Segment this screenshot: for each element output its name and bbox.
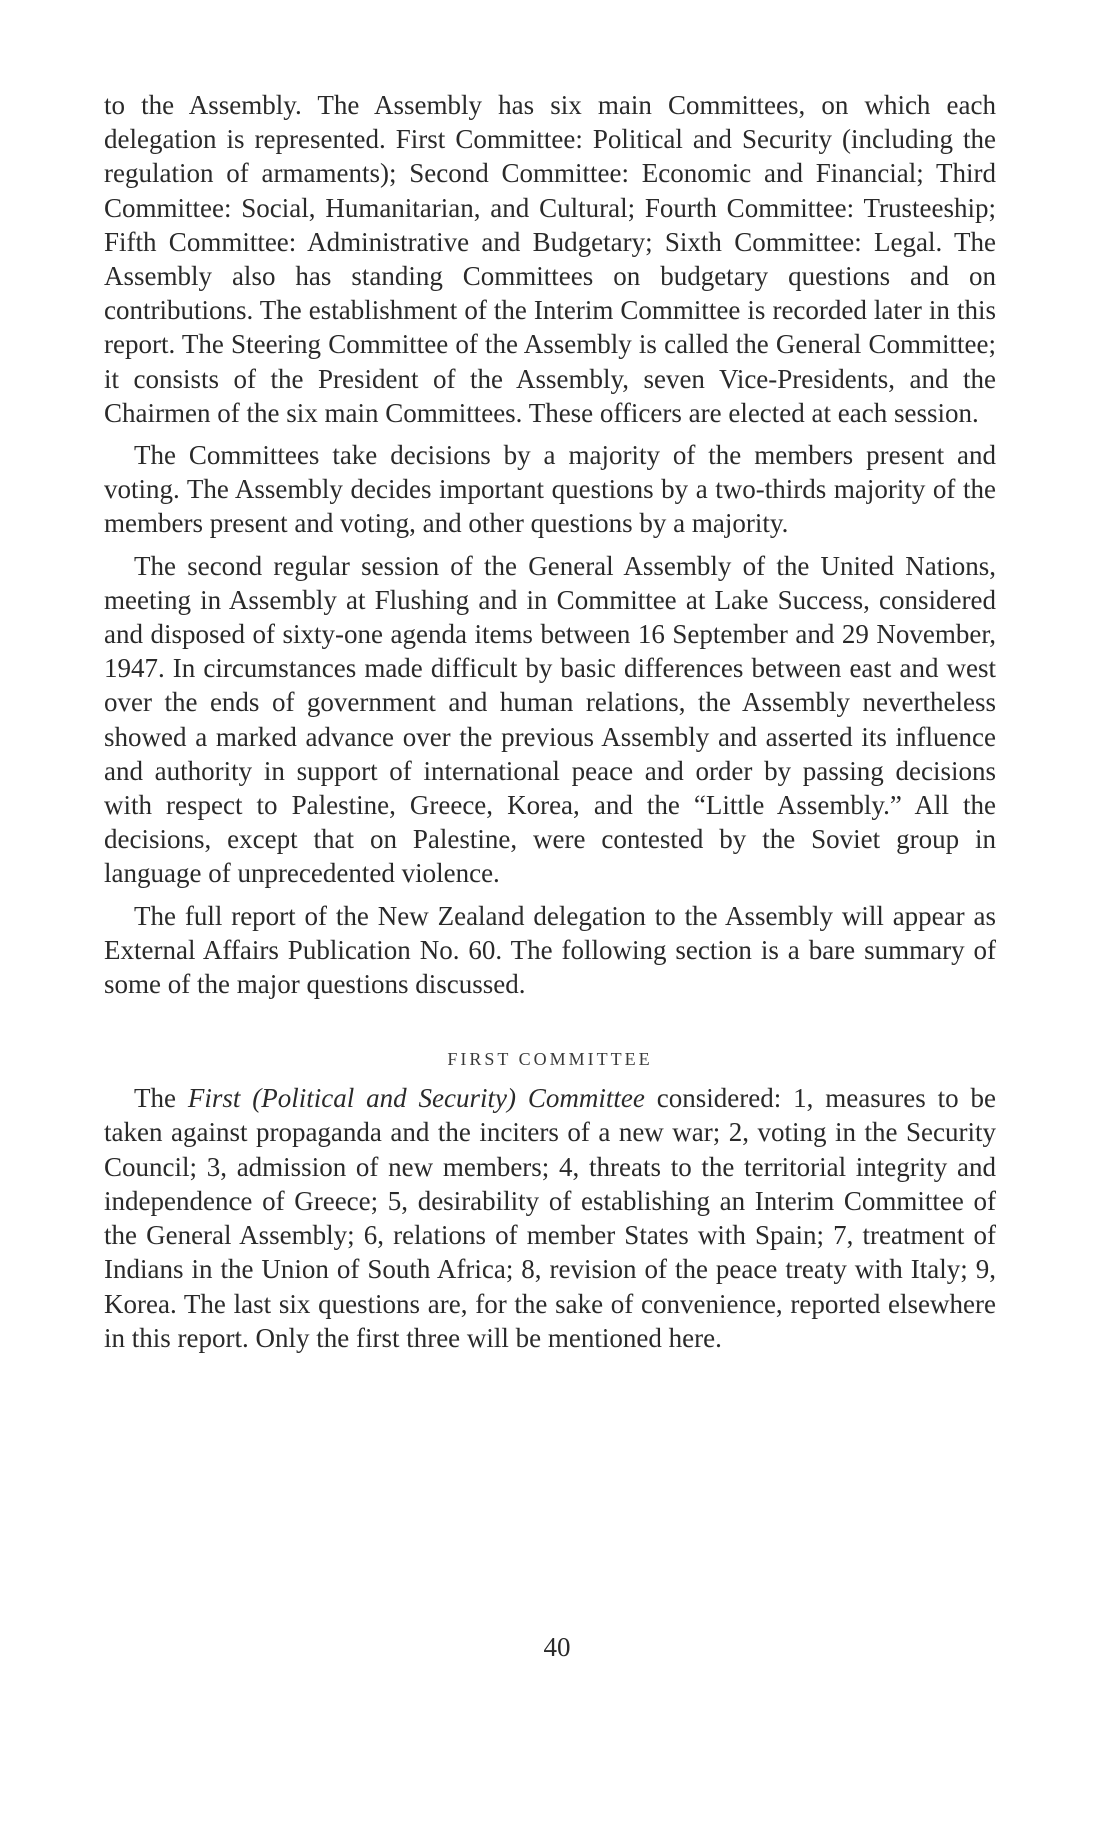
page-body <box>104 88 996 1355</box>
first-committee-italic-title: First (Political and Security) Committee <box>187 1083 645 1114</box>
paragraph-assembly-committees: to the Assembly. The Assembly has six main Committees, on which each delegation is represented. First Committee: Political and Security (including the regulation of armaments); Second Committee: Economic and Financial; Third Committee: Social, Humanitarian, and Cultural; Fourth Committee: Trusteeship; Fifth Committee: Administrative and Budgetary; Sixth Committee: Legal. The Assembly also has standing Committees on budgetary questions and on contributions. The establishment of the Interim Committee is recorded later in this report. The Steering Committee of the Assembly is called the General Committee; it consists of the President of the Assembly, seven Vice-Presidents, and the Chairmen of the six main Committees. These officers are elected at each session. <box>104 90 996 428</box>
first-committee-lead-after: considered: 1, measures to be taken against propaganda and the inciters of a new war; 2, voting in the Security Council; 3, admission of new members; 4, threats to the territorial integrity and independence of Greece; 5, desirability of establishing an Interim Committee of the General Assembly; 6, relations of member States with Spain; 7, treatment of Indians in the Union of South Africa; 8, revision of the peace treaty with Italy; 9, Korea. The last six questions are, for the sake of convenience, reported elsewhere in this report. Only the first three will be mentioned here. <box>104 1083 996 1353</box>
paragraph-second-regular-session: The second regular session of the General Assembly of the United Nations, meeting in Assembly at Flushing and in Committee at Lake Success, considered and disposed of sixty-one agenda items between 16 September and 29 November, 1947. In circumstances made difficult by basic differences between east and west over the ends of government and human relations, the Assembly nevertheless showed a marked advance over the previous Assembly and asserted its influence and authority in support of international peace and order by passing decisions with respect to Palestine, Greece, Korea, and the “Little Assembly.” All the decisions, except that on Palestine, were contested by the Soviet group in language of unprecedented violence. <box>104 550 996 889</box>
section-heading-first-committee: FIRST COMMITTEE <box>447 1049 653 1070</box>
paragraph-full-report: The full report of the New Zealand delegation to the Assembly will appear as External Affairs Publication No. 60. The following section is a bare summary of some of the major questions discussed. <box>104 900 996 1000</box>
paragraph-first-committee <box>104 1081 996 1355</box>
page-number: 40 <box>543 1632 571 1662</box>
first-committee-lead-before: The <box>134 1083 188 1114</box>
paragraph-committee-decisions: The Committees take decisions by a majority of the members present and voting. The Assembly decides important questions by a two-thirds majority of the members present and voting, and other questions by a majority. <box>104 440 996 539</box>
